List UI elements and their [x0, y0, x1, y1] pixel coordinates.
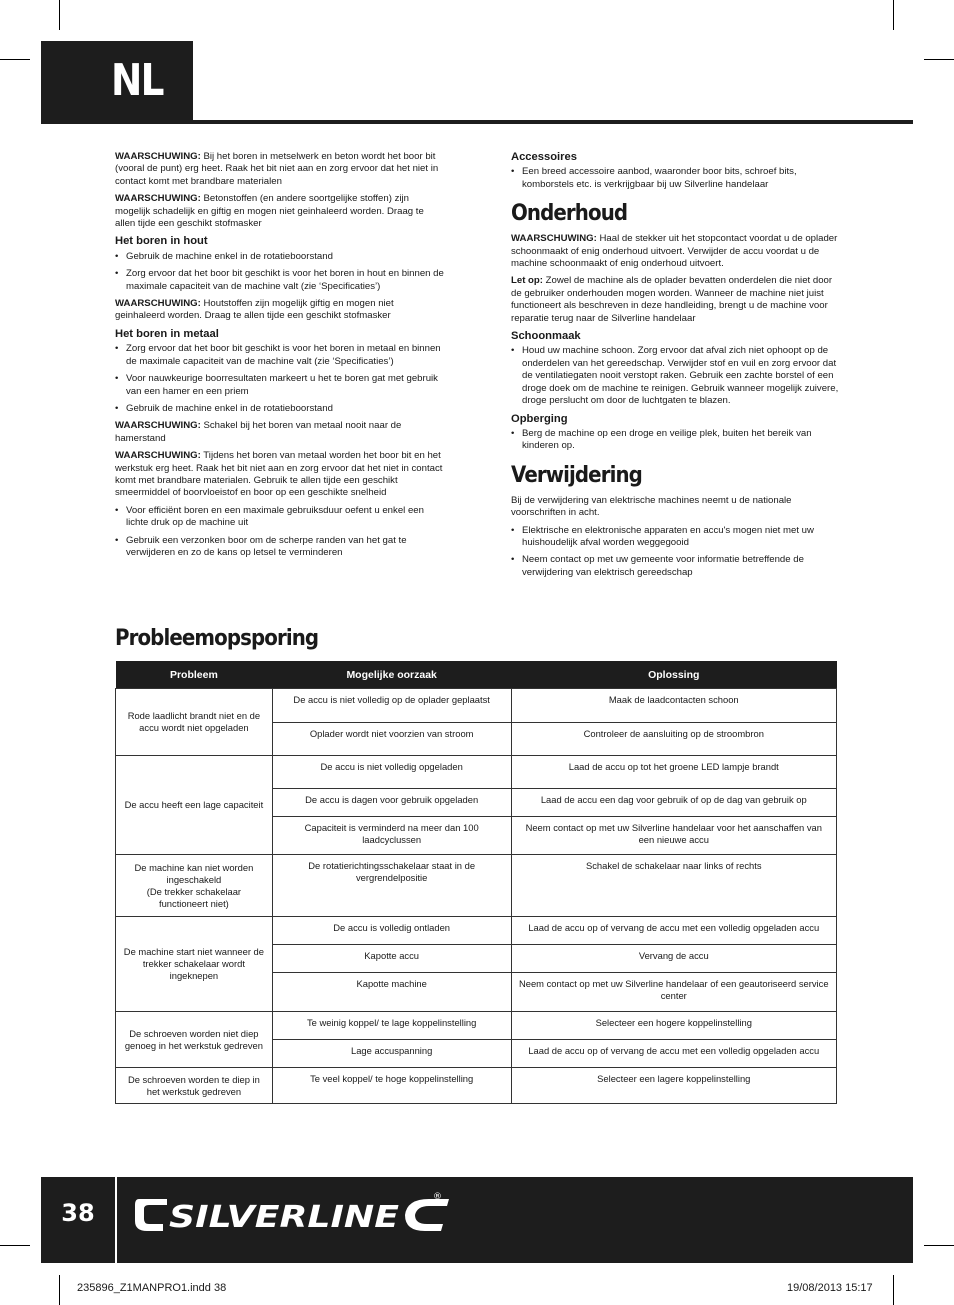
- list-item: • Neem contact op met uw gemeente voor informatie betreffende de verwijdering van elektrisch gereedschap: [511, 554, 839, 579]
- list-item: • Gebruik een verzonken boor om de scherpe randen van het gat te verwijderen en zo de kans op letsel te verminderen: [115, 535, 445, 560]
- language-code: NL: [111, 55, 163, 106]
- column-header: Probleem: [116, 661, 273, 689]
- list-item: • Gebruik de machine enkel in de rotatieboorstand: [115, 403, 445, 415]
- list-item: • Voor efficiënt boren en een maximale gebruiksduur oefent u enkel een lichte druk op de machine uit: [115, 505, 445, 530]
- crop-mark: [59, 1275, 60, 1305]
- cause-cell: Te weinig koppel/ te lage koppelinstelling: [272, 1012, 511, 1040]
- problem-cell: De schroeven worden te diep in het werkstuk gedreven: [116, 1068, 273, 1104]
- solution-cell: Selecteer een lagere koppelinstelling: [511, 1068, 836, 1104]
- cause-cell: Te veel koppel/ te hoge koppelinstelling: [272, 1068, 511, 1104]
- list-item: • Houd uw machine schoon. Zorg ervoor dat afval zich niet ophoopt op de onderdelen van het gereedschap. Verwijder stof en vuil en zorg ervoor dat de ventilatiegaten nooit verstopt raken. Gebruik een zachte borstel of een droge doek om de machine te reinigen. Gebruik wanneer mogelijk zuivere, droge perslucht om door de luchtgaten te blazen.: [511, 345, 839, 407]
- troubleshooting-table: [115, 661, 837, 1104]
- cause-cell: De rotatierichtingsschakelaar staat in de vergrendelpositie: [272, 855, 511, 917]
- storage-list: [511, 428, 839, 453]
- cause-cell: De accu is niet volledig opgeladen: [272, 756, 511, 789]
- solution-cell: Laad de accu op tot het groene LED lampje brandt: [511, 756, 836, 789]
- list-item: • Voor nauwkeurige boorresultaten markeert u het te boren gat met gebruik van een hamer en een priem: [115, 373, 445, 398]
- crop-mark: [893, 0, 894, 30]
- table-row: [116, 917, 837, 945]
- solution-cell: Vervang de accu: [511, 945, 836, 973]
- warning-text: Bij het boren in metselwerk en beton wordt het boor bit (vooral de punt) erg heet. Raak het bit niet aan en zorg ervoor dat het niet in contact komt met brandbare materialen: [115, 151, 439, 187]
- disposal-heading: Verwijdering: [511, 462, 642, 488]
- logo-left-hook: [135, 1199, 167, 1231]
- list-item: • Berg de machine op een droge en veilige plek, buiten het bereik van kinderen op.: [511, 428, 839, 453]
- logo-wordmark: SILVERLINE: [169, 1200, 400, 1235]
- slug-filename: 235896_Z1MANPRO1.indd 38: [77, 1282, 227, 1294]
- footer-bar: [41, 1177, 913, 1263]
- problem-cell: De accu heeft een lage capaciteit: [116, 756, 273, 855]
- troubleshooting-heading: Probleemopsporing: [115, 626, 319, 651]
- cause-cell: De accu is volledig ontladen: [272, 917, 511, 945]
- wood-title: Het boren in hout: [115, 235, 208, 248]
- cause-cell: Kapotte machine: [272, 973, 511, 1012]
- crop-mark: [893, 1275, 894, 1305]
- warning-paragraph: [115, 193, 445, 230]
- cause-cell: Kapotte accu: [272, 945, 511, 973]
- storage-title: Opberging: [511, 412, 568, 425]
- table-row: [116, 1068, 837, 1104]
- crop-mark: [924, 1245, 954, 1246]
- warning-label: WAARSCHUWING:: [115, 151, 201, 162]
- left-column: [115, 151, 445, 564]
- list-item: • Zorg ervoor dat het boor bit geschikt is voor het boren in metaal en binnen de maximale capaciteit van de machine valt (zie ‘Specificaties’): [115, 343, 445, 368]
- cleaning-title: Schoonmaak: [511, 330, 581, 343]
- maintenance-heading: Onderhoud: [511, 201, 628, 227]
- accessories-list: [511, 166, 839, 191]
- solution-cell: Controleer de aansluiting op de stroombron: [511, 723, 836, 756]
- problem-cell: De machine kan niet worden ingeschakeld (De trekker schakelaar functioneert niet): [116, 855, 273, 917]
- wood-list: [115, 251, 445, 293]
- warning-label: WAARSCHUWING:: [115, 193, 201, 205]
- metal-list: [115, 343, 445, 415]
- problem-cell: De schroeven worden niet diep genoeg in het werkstuk gedreven: [116, 1012, 273, 1068]
- solution-cell: Schakel de schakelaar naar links of rechts: [511, 855, 836, 917]
- warning-paragraph: [511, 233, 839, 270]
- table-header-row: [116, 661, 837, 689]
- cause-cell: Capaciteit is verminderd na meer dan 100 laadcyclussen: [272, 817, 511, 855]
- language-tab: [41, 41, 193, 123]
- right-column: [511, 151, 839, 584]
- warning-label: WAARSCHUWING:: [115, 450, 201, 462]
- warning-paragraph: [115, 450, 445, 500]
- warning-text: Tijdens het boren van metaal worden het boor bit en het werkstuk erg heet. Raak het bit niet aan en zorg ervoor dat het niet in contact komt met brandbare materialen. Gebruik te allen tijde een geschikt smeermiddel of boorvloeistof en boor op een geschikte snelheid: [115, 450, 443, 499]
- solution-cell: Maak de laadcontacten schoon: [511, 689, 836, 723]
- crop-mark: [0, 59, 30, 60]
- disposal-intro: Bij de verwijdering van elektrische machines neemt u de nationale voorschriften in acht.: [511, 494, 792, 519]
- cleaning-list: [511, 345, 839, 407]
- header-rule: [41, 120, 913, 124]
- footer-divider: [115, 1177, 117, 1263]
- crop-mark: [924, 59, 954, 60]
- solution-cell: Laad de accu een dag voor gebruik of op de dag van gebruik op: [511, 789, 836, 817]
- disposal-list: [511, 525, 839, 580]
- list-item: • Elektrische en elektronische apparaten en accu's mogen niet met uw huishoudelijk afval worden weggegooid: [511, 525, 839, 550]
- table-row: [116, 855, 837, 917]
- problem-cell: Rode laadlicht brandt niet en de accu wordt niet opgeladen: [116, 689, 273, 756]
- table-row: [116, 1012, 837, 1040]
- warning-label: WAARSCHUWING:: [115, 298, 201, 310]
- warning-paragraph: [115, 298, 445, 323]
- registered-mark: ®: [433, 1192, 442, 1202]
- note-label: Let op:: [511, 275, 543, 287]
- warning-label: WAARSCHUWING:: [115, 420, 201, 432]
- metal-list-2: [115, 505, 445, 560]
- warning-text: Betonstoffen (en andere soortgelijke stoffen) zijn mogelijk schadelijk en giftig en mogen niet geinhaleerd worden. Draag te allen tijde een geschikt stofmasker: [115, 193, 424, 230]
- accessories-title: Accessoires: [511, 151, 577, 163]
- warning-paragraph: [115, 420, 445, 445]
- warning-label: WAARSCHUWING:: [511, 233, 597, 245]
- logo-right-hook: [405, 1199, 449, 1231]
- cause-cell: Oplader wordt niet voorzien van stroom: [272, 723, 511, 756]
- warning-text: Houtstoffen zijn mogelijk giftig en mogen niet geinhaleerd worden. Draag te allen tijde een geschikt stofmasker: [115, 298, 394, 322]
- note-text: Zowel de machine als de oplader bevatten onderdelen die niet door de gebruiker onderhouden mogen worden. Wanneer de machine niet juist functioneert als beschreven in deze handleiding, brengt u de machine voor reparatie terug naar de Silverline handelaar: [511, 275, 833, 324]
- column-header: Oplossing: [511, 661, 836, 689]
- cause-cell: De accu is niet volledig op de oplader geplaatst: [272, 689, 511, 723]
- table-body: [116, 689, 837, 1104]
- solution-cell: Neem contact op met uw Silverline handelaar of een geautoriseerd service center: [511, 973, 836, 1012]
- crop-mark: [0, 1245, 30, 1246]
- warning-text: Haal de stekker uit het stopcontact voordat u de oplader schoonmaakt of enig onderhoud uitvoert. Verwijder de accu voordat u de machine schoonmaakt of enig onderhoud uitvoert.: [511, 233, 838, 270]
- list-item: • Zorg ervoor dat het boor bit geschikt is voor het boren in hout en binnen de maximale capaciteit van de machine valt (zie ‘Specificaties’): [115, 268, 445, 293]
- cause-cell: De accu is dagen voor gebruik opgeladen: [272, 789, 511, 817]
- solution-cell: Neem contact op met uw Silverline handelaar voor het aanschaffen van een nieuwe accu: [511, 817, 836, 855]
- table-row: [116, 756, 837, 789]
- cause-cell: Lage accuspanning: [272, 1040, 511, 1068]
- solution-cell: Selecteer een hogere koppelinstelling: [511, 1012, 836, 1040]
- crop-mark: [59, 0, 60, 30]
- problem-cell: De machine start niet wanneer de trekker schakelaar wordt ingeknepen: [116, 917, 273, 1012]
- note-paragraph: [511, 275, 839, 325]
- page-number: 38: [61, 1199, 95, 1227]
- table-row: [116, 689, 837, 723]
- list-item: • Gebruik de machine enkel in de rotatieboorstand: [115, 251, 445, 263]
- list-item: • Een breed accessoire aanbod, waaronder boor bits, schroef bits, komborstels etc. is verkrijgbaar bij uw Silverline handelaar: [511, 166, 839, 191]
- column-header: Mogelijke oorzaak: [272, 661, 511, 689]
- slug-datetime: 19/08/2013 15:17: [787, 1282, 873, 1294]
- solution-cell: Laad de accu op of vervang de accu met een volledig opgeladen accu: [511, 917, 836, 945]
- warning-paragraph: [115, 151, 445, 188]
- metal-title: Het boren in metaal: [115, 327, 219, 340]
- warning-text: Schakel bij het boren van metaal nooit naar de hamerstand: [115, 420, 402, 444]
- solution-cell: Laad de accu op of vervang de accu met een volledig opgeladen accu: [511, 1040, 836, 1068]
- silverline-logo: [133, 1191, 473, 1237]
